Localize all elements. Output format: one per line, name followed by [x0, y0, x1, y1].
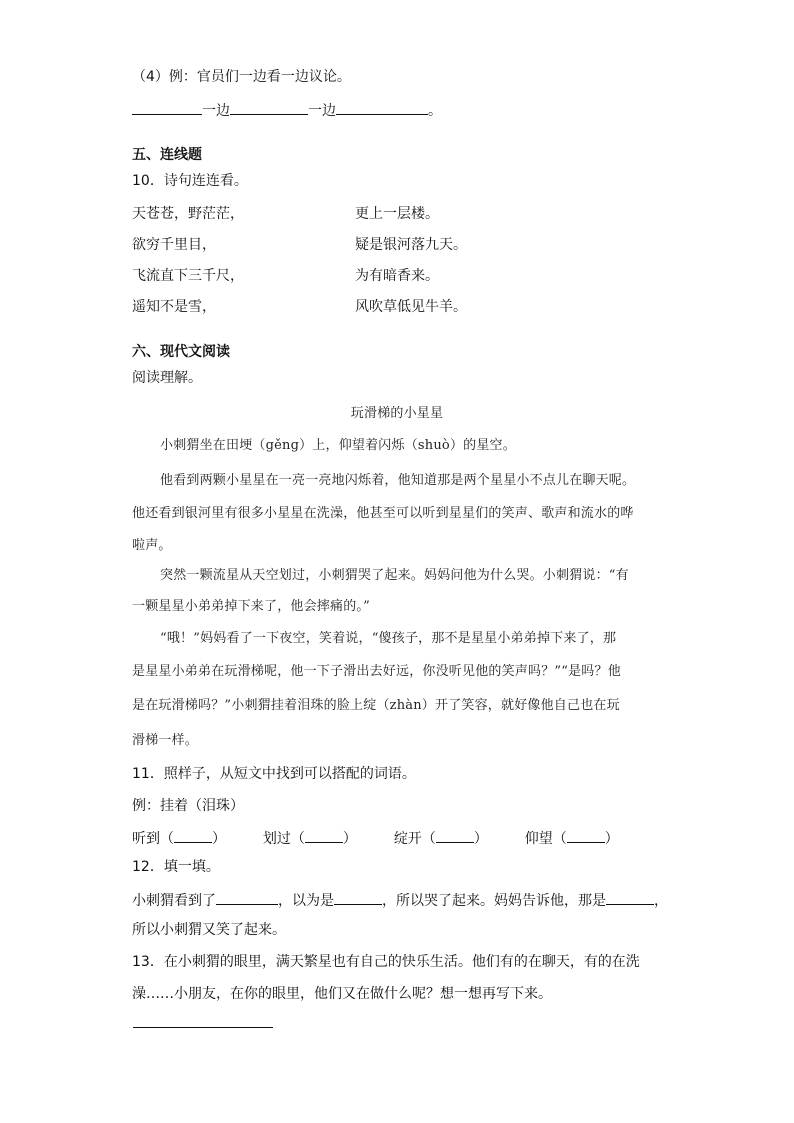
close-paren: ） [473, 831, 488, 847]
poem-right-1[interactable]: 更上一层楼。 [355, 206, 439, 222]
q11-prompt: 11．照样子，从短文中找到可以搭配的词语。 [132, 766, 416, 782]
q11-item-2: 划过（ [262, 831, 305, 847]
passage-para-3a: 突然一颗流星从天空划过，小刺猬哭了起来。妈妈问他为什么哭。小刺猬说：“有 [160, 568, 629, 583]
answer-blank[interactable] [336, 100, 428, 115]
passage-para-3b: 一颗星星小弟弟掉下来了，他会摔痛的。” [132, 599, 370, 614]
answer-blank[interactable] [436, 828, 474, 843]
poem-left-3[interactable]: 飞流直下三千尺， [132, 268, 244, 284]
poem-left-4[interactable]: 遥知不是雪， [132, 299, 216, 315]
q12-line-2: 所以小刺猬又笑了起来。 [132, 922, 286, 938]
q12-prompt: 12．填一填。 [132, 859, 220, 875]
answer-blank[interactable] [567, 828, 605, 843]
answer-blank[interactable] [174, 828, 212, 843]
q13-line-1: 13．在小刺猬的眼里，满天繁星也有自己的快乐生活。他们有的在聊天，有的在洗 [132, 954, 640, 970]
answer-blank[interactable] [305, 828, 343, 843]
q11-item-1: 听到（ [132, 831, 174, 847]
q12-text-b: ，以为是 [278, 893, 334, 909]
close-paren: ） [342, 831, 357, 847]
passage-para-4d: 滑梯一样。 [132, 733, 199, 748]
q4-mid1: 一边 [202, 103, 230, 119]
close-paren: ） [604, 831, 619, 847]
q4-example: （4）例：官员们一边看一边议论。 [132, 69, 351, 85]
q12-text-a: 小刺猬看到了 [132, 893, 216, 909]
section5-heading: 五、连线题 [132, 147, 202, 163]
close-paren: ） [212, 831, 226, 847]
q11-example: 例：挂着（泪珠） [132, 798, 244, 814]
answer-blank[interactable] [230, 100, 308, 115]
passage-para-1: 小刺猬坐在田埂（gěng）上，仰望着闪烁（shuò）的星空。 [160, 438, 516, 453]
passage-title: 玩滑梯的小星星 [350, 406, 444, 421]
poem-right-3[interactable]: 为有暗香来。 [355, 268, 439, 284]
passage-para-2b: 他还看到银河里有很多小星星在洗澡，他甚至可以听到星星们的笑声、歌声和流水的哗 [132, 506, 634, 521]
poem-left-2[interactable]: 欲穷千里目， [132, 237, 216, 253]
poem-right-4[interactable]: 风吹草低见牛羊。 [355, 299, 467, 315]
q10-prompt: 10．诗句连连看。 [132, 173, 248, 189]
answer-blank[interactable] [606, 890, 654, 905]
q11-items [132, 828, 619, 848]
q4-answer-line [132, 100, 442, 120]
poem-left-1[interactable]: 天苍苍，野茫茫， [132, 206, 244, 222]
answer-blank[interactable] [132, 100, 202, 115]
q11-item-3: 绽开（ [393, 831, 436, 847]
q12-line-1 [132, 890, 668, 910]
q13-answer-line[interactable] [133, 1027, 273, 1028]
q11-item-4: 仰望（ [524, 831, 567, 847]
passage-para-2c: 啦声。 [132, 538, 172, 553]
passage-para-2a: 他看到两颗小星星在一亮一亮地闪烁着，他知道那是两个星星小不点儿在聊天呢。 [160, 473, 636, 488]
passage-para-4b: 是星星小弟弟在玩滑梯呢，他一下子滑出去好远，你没听见他的笑声吗？”“是吗？他 [132, 664, 621, 679]
q12-text-c: ，所以哭了起来。妈妈告诉他，那是 [382, 893, 606, 909]
answer-blank[interactable] [334, 890, 382, 905]
q13-line-2: 澡……小朋友，在你的眼里，他们又在做什么呢？想一想再写下来。 [132, 986, 552, 1002]
poem-right-2[interactable]: 疑是银河落九天。 [355, 237, 467, 253]
section6-intro: 阅读理解。 [132, 370, 202, 386]
q4-mid2: 一边 [308, 103, 336, 119]
answer-blank[interactable] [216, 890, 278, 905]
section6-heading: 六、现代文阅读 [132, 344, 230, 360]
q12-text-d: ， [654, 893, 668, 909]
passage-para-4c: 是在玩滑梯吗？”小刺猬挂着泪珠的脸上绽（zhàn）开了笑容，就好像他自己也在玩 [132, 698, 620, 713]
passage-para-4a: “哦！”妈妈看了一下夜空，笑着说，“傻孩子，那不是星星小弟弟掉下来了，那 [160, 631, 617, 646]
q4-end: 。 [428, 103, 442, 119]
